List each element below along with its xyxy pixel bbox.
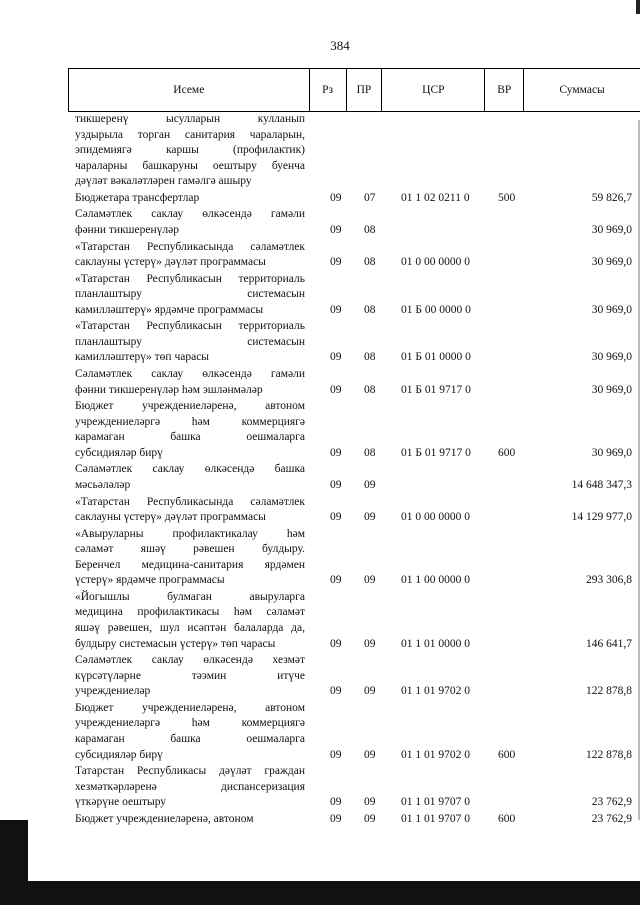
row-name-line: планлаштыру системасын [75, 288, 305, 301]
row-name [75, 462, 305, 493]
table-row [0, 701, 640, 763]
table-row [0, 191, 640, 207]
row-sum: 122 878,8 [586, 748, 632, 761]
row-name-line: Бюджет учреждениеләренә, автоном [75, 701, 305, 714]
table-row [0, 240, 640, 271]
row-pr: 09 [364, 748, 376, 761]
row-name [75, 764, 305, 811]
row-rz: 09 [330, 383, 342, 396]
row-pr: 08 [364, 223, 376, 236]
header-csr: ЦСР [382, 69, 485, 111]
row-csr: 01 1 01 9702 0 [401, 748, 470, 761]
row-sum: 30 969,0 [591, 351, 632, 364]
row-name-line: карамаган башка оешмаларга [75, 733, 305, 746]
row-sum: 59 826,7 [591, 191, 632, 204]
row-vr: 600 [498, 812, 516, 825]
row-vr: 500 [498, 191, 516, 204]
row-name-line: тикшеренү ысулларын кулланып [75, 113, 305, 125]
row-sum: 23 762,9 [591, 796, 632, 809]
row-name-line: фәнни тикшеренүләр һәм эшләнмәләр [75, 383, 263, 396]
row-rz: 09 [330, 812, 342, 825]
row-pr: 08 [364, 303, 376, 316]
row-name-line: планлаштыру системасын [75, 335, 305, 348]
row-name [75, 590, 305, 652]
header-vr: ВР [485, 69, 524, 111]
row-sum: 293 306,8 [586, 574, 632, 587]
row-sum: 14 129 977,0 [571, 511, 632, 524]
row-name-line: «Татарстан Республикасында сәламәтлек [75, 495, 305, 508]
row-rz: 09 [330, 191, 342, 204]
row-name-line: учреждениеләргә һәм коммерциягә [75, 717, 305, 730]
row-name [75, 701, 305, 763]
row-name-line: карамаган башка оешмаларга [75, 431, 305, 444]
table-row [0, 764, 640, 811]
row-name-line: уздырыла торган санитария чараларын, [75, 128, 305, 141]
row-rz: 09 [330, 574, 342, 587]
row-rz: 09 [330, 637, 342, 650]
row-sum: 30 969,0 [591, 383, 632, 396]
row-name-line: Татарстан Республикасы дәүләт граждан [75, 765, 305, 778]
row-rz: 09 [330, 796, 342, 809]
row-csr: 01 1 01 0000 0 [401, 637, 470, 650]
row-vr: 600 [498, 748, 516, 761]
row-name-line: субсидияләр бирү [75, 748, 163, 761]
row-name-line: чараларны башкаруны оештыру буенча [75, 159, 305, 172]
row-sum: 30 969,0 [591, 256, 632, 269]
row-name [75, 399, 305, 461]
row-name-line: Сәламәтлек саклау өлкәсендә хезмәт [75, 654, 305, 667]
table-row [0, 207, 640, 238]
row-csr: 01 0 00 0000 0 [401, 256, 470, 269]
row-pr: 09 [364, 637, 376, 650]
row-name-line: үстерү» ярдәмче программасы [75, 574, 225, 587]
row-name-line: камилләштерү» ярдәмче программасы [75, 303, 264, 316]
row-sum: 23 762,9 [591, 812, 632, 825]
row-name-line: Сәламәтлек саклау өлкәсендә башка [75, 463, 305, 476]
table-row [0, 462, 640, 493]
scan-edge-mark [636, 0, 640, 14]
header-pr: ПР [347, 69, 383, 111]
row-rz: 09 [330, 748, 342, 761]
row-rz: 09 [330, 303, 342, 316]
row-name [75, 495, 305, 526]
row-name-line: хезмәткәрләренә диспансеризация [75, 780, 305, 793]
row-csr: 01 Б 01 9717 0 [401, 446, 471, 459]
table-header [68, 68, 640, 112]
row-pr: 09 [364, 812, 376, 825]
row-name-line: Беренчел медицина-санитария ярдәмен [75, 558, 305, 571]
row-name-line: «Татарстан Республикасын территориаль [75, 320, 305, 333]
row-pr: 08 [364, 446, 376, 459]
row-csr: 01 1 00 0000 0 [401, 574, 470, 587]
row-name-line: яшәү рәвешен, шул исәптән балаларда да, [75, 622, 305, 635]
row-rz: 09 [330, 351, 342, 364]
row-rz: 09 [330, 478, 342, 491]
row-pr: 08 [364, 351, 376, 364]
row-csr: 01 1 01 9702 0 [401, 685, 470, 698]
row-name-line: саклауны үстерү» дәүләт программасы [75, 256, 266, 269]
row-name-line: сәламәт яшәү рәвешен булдыру. [75, 543, 305, 556]
row-name-line: Бюджетара трансфертлар [75, 191, 200, 204]
row-name [75, 653, 305, 700]
row-name-line: «Йогышлы булмаган авыруларга [75, 590, 305, 603]
row-name-line: саклауны үстерү» дәүләт программасы [75, 511, 266, 524]
header-name: Исеме [69, 69, 310, 111]
row-csr: 01 Б 01 0000 0 [401, 351, 471, 364]
page-number: 384 [330, 38, 350, 53]
row-pr: 09 [364, 511, 376, 524]
row-csr: 01 Б 01 9717 0 [401, 383, 471, 396]
table-row [0, 590, 640, 652]
row-sum: 30 969,0 [591, 446, 632, 459]
row-name [75, 207, 305, 238]
table-row [0, 272, 640, 319]
table-row [0, 319, 640, 366]
row-rz: 09 [330, 256, 342, 269]
row-rz: 09 [330, 511, 342, 524]
row-csr: 01 0 00 0000 0 [401, 511, 470, 524]
row-name-line: учреждениеләр [75, 685, 151, 698]
row-name-line: үткәрүне оештыру [75, 796, 167, 809]
row-rz: 09 [330, 223, 342, 236]
row-name-line: «Татарстан Республикасын территориаль [75, 272, 305, 285]
row-name-line: күрсәтүләрне тәэмин итүче [75, 669, 305, 682]
row-name [75, 319, 305, 366]
row-rz: 09 [330, 685, 342, 698]
table-row [0, 812, 640, 828]
row-name-line: мәсьәләләр [75, 478, 131, 491]
row-pr: 09 [364, 478, 376, 491]
row-sum: 122 878,8 [586, 685, 632, 698]
row-vr: 600 [498, 446, 516, 459]
row-pr: 08 [364, 256, 376, 269]
table-row [0, 399, 640, 461]
row-csr: 01 1 02 0211 0 [401, 191, 470, 204]
header-rz: Рз [310, 69, 347, 111]
row-name-line: «Татарстан Республикасында сәламәтлек [75, 240, 305, 253]
table-row [0, 653, 640, 700]
row-name-line: Бюджет учреждениеләренә, автоном [75, 400, 305, 413]
table-row [0, 495, 640, 526]
row-csr: 01 Б 00 0000 0 [401, 303, 471, 316]
table-row [0, 527, 640, 589]
row-name [75, 191, 305, 207]
row-name-line: дәүләт вәкаләтләрен гамәлгә ашыру [75, 175, 252, 188]
row-pr: 09 [364, 796, 376, 809]
row-name [75, 240, 305, 271]
row-name-line: фәнни тикшеренүләр [75, 223, 179, 236]
row-name-line: «Авыруларны профилактикалау һәм [75, 527, 305, 540]
row-name-line: учреждениеләргә һәм коммерциягә [75, 415, 305, 428]
row-name-line: Бюджет учреждениеләренә, автоном [75, 812, 254, 825]
row-sum: 30 969,0 [591, 223, 632, 236]
row-name [75, 272, 305, 319]
row-sum: 146 641,7 [586, 637, 632, 650]
table-row [0, 112, 640, 190]
scan-left-band [0, 820, 28, 905]
row-name [75, 527, 305, 589]
row-csr: 01 1 01 9707 0 [401, 796, 470, 809]
row-name-line: медицина профилактикасы һәм сәламәт [75, 606, 305, 619]
table-row [0, 367, 640, 398]
row-pr: 07 [364, 191, 376, 204]
row-name-line: камилләштерү» төп чарасы [75, 351, 210, 364]
row-name-line: булдыру системасын үстерү» төп чарасы [75, 637, 276, 650]
row-name-line: субсидияләр бирү [75, 446, 163, 459]
row-sum: 30 969,0 [591, 303, 632, 316]
row-csr: 01 1 01 9707 0 [401, 812, 470, 825]
row-name [75, 112, 305, 190]
row-name [75, 367, 305, 398]
row-name-line: Сәламәтлек саклау өлкәсендә гамәли [75, 208, 305, 221]
row-name-line: Сәламәтлек саклау өлкәсендә гамәли [75, 368, 305, 380]
row-name-line: эпидемиягә каршы (профилактик) [75, 144, 305, 157]
row-pr: 09 [364, 574, 376, 587]
row-rz: 09 [330, 446, 342, 459]
header-sum: Суммасы [559, 84, 605, 96]
row-name [75, 812, 305, 828]
row-pr: 08 [364, 383, 376, 396]
row-sum: 14 648 347,3 [571, 478, 632, 491]
row-pr: 09 [364, 685, 376, 698]
scan-bottom-band [0, 859, 640, 905]
